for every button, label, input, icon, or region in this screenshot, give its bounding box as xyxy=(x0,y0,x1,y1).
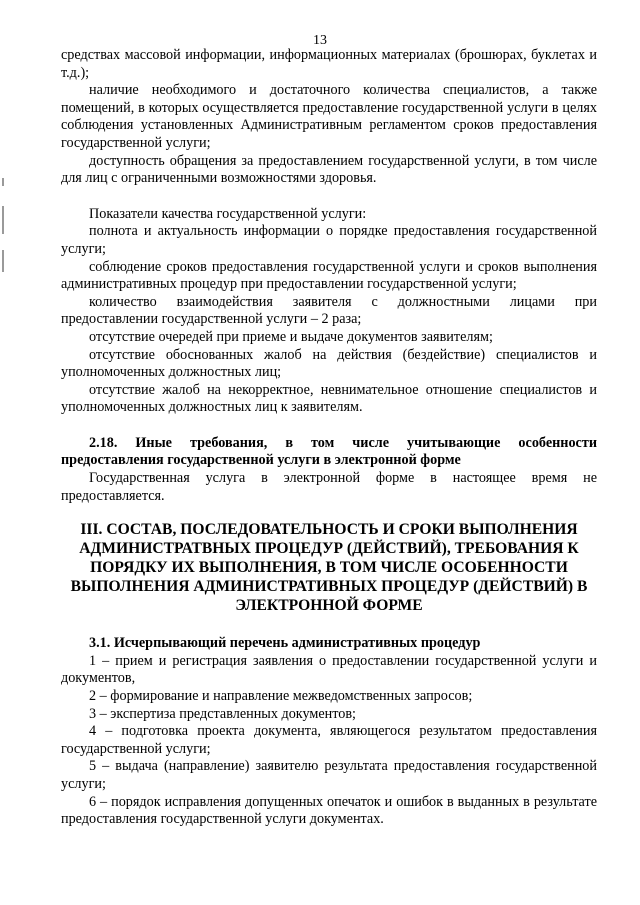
paragraph: наличие необходимого и достаточного количества специалистов, а также помещений, в которых осуществляется предоставление государственной услуги в целях соблюдения установленных Административным регламентом сроков предоставления государственной услуги; xyxy=(61,82,597,151)
quality-item: отсутствие жалоб на некорректное, невнимательное отношение специалистов и уполномоченных должностных лиц к заявителям. xyxy=(61,381,597,416)
section-3-title-line: ВЫПОЛНЕНИЯ АДМИНИСТРАТИВНЫХ ПРОЦЕДУР (ДЕЙСТВИЙ) В xyxy=(70,578,588,596)
scan-margin-mark xyxy=(2,250,4,272)
procedure-item: 5 – выдача (направление) заявителю результата предоставления государственной услуги; xyxy=(61,758,597,792)
quality-item: отсутствие очередей при приеме и выдаче документов заявителям; xyxy=(89,328,493,345)
procedure-item: 2 – формирование и направление межведомственных запросов; xyxy=(89,688,473,705)
quality-item: полнота и актуальность информации о порядке предоставления государственной услуги; xyxy=(61,223,597,257)
section-3-title-line: ПОРЯДКУ ИХ ВЫПОЛНЕНИЯ, В ТОМ ЧИСЛЕ ОСОБЕННОСТИ xyxy=(90,559,568,577)
procedure-item: 4 – подготовка проекта документа, являющегося результатом предоставления государственной услуги; xyxy=(61,723,597,757)
section-2-18-text: Государственная услуга в электронной форме в настоящее время не предоставляется. xyxy=(61,470,597,504)
quality-item: количество взаимодействия заявителя с должностными лицами при предоставлении государственной услуги – 2 раза; xyxy=(61,293,597,328)
procedure-item: 3 – экспертиза представленных документов; xyxy=(89,705,356,722)
section-3-title-line: III. СОСТАВ, ПОСЛЕДОВАТЕЛЬНОСТЬ И СРОКИ ВЫПОЛНЕНИЯ xyxy=(80,521,578,539)
paragraph: средствах массовой информации, информационных материалах (брошюрах, буклетах и т.д.); xyxy=(61,47,597,81)
quality-item: отсутствие обоснованных жалоб на действия (бездействие) специалистов и уполномоченных должностных лиц; xyxy=(61,346,597,381)
section-3-title-line: ЭЛЕКТРОННОЙ ФОРМЕ xyxy=(235,597,423,615)
scan-margin-mark xyxy=(2,178,4,186)
page-number: 13 xyxy=(313,33,327,48)
paragraph: доступность обращения за предоставлением государственной услуги, в том числе для лиц с ограниченными возможностями здоровья. xyxy=(61,152,597,187)
quality-item: соблюдение сроков предоставления государственной услуги и сроков выполнения административных процедур при предоставлении государственной услуги; xyxy=(61,258,597,293)
quality-heading: Показатели качества государственной услуги: xyxy=(89,205,367,222)
procedure-item: 1 – прием и регистрация заявления о предоставлении государственной услуги и документов, xyxy=(61,652,597,687)
scan-margin-mark xyxy=(2,206,4,234)
section-3-title-line: АДМИНИСТРАТВНЫХ ПРОЦЕДУР (ДЕЙСТВИЙ), ТРЕБОВАНИЯ К xyxy=(79,540,579,558)
document-body xyxy=(61,47,597,829)
procedure-item: 6 – порядок исправления допущенных опечаток и ошибок в выданных в результате предоставления государственной услуги документах. xyxy=(61,793,597,828)
section-2-18-heading: 2.18. Иные требования, в том числе учитывающие особенности предоставления государственной услуги в электронной форме xyxy=(61,434,597,469)
section-3-1-heading: 3.1. Исчерпывающий перечень административных процедур xyxy=(89,635,481,652)
section-3-title xyxy=(61,520,597,615)
